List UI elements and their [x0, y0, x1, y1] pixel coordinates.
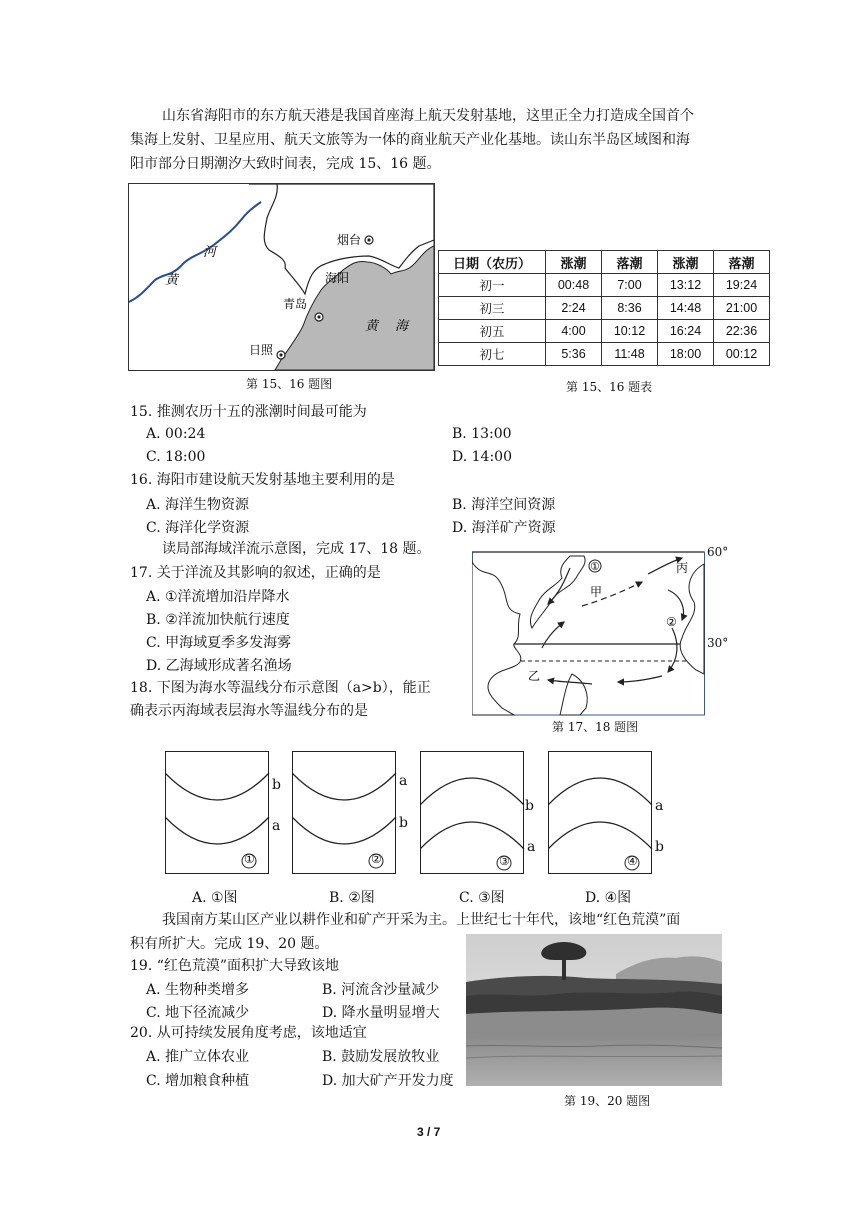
intro-19-20-line-1: 我国南方某山区产业以耕作业和矿产开采为主。上世纪七十年代，该地“红色荒漠”面 [162, 912, 681, 928]
table-cell: 19:24 [714, 274, 770, 297]
q19-option-d[interactable]: D. 降水量明显增大 [322, 1005, 440, 1021]
table-cell: 4:00 [546, 320, 602, 343]
map1-label-sea2: 海 [395, 319, 409, 334]
q18-stem-line-1: 18. 下图为海水等温线分布示意图（a>b），能正 [130, 680, 431, 696]
intro-17-18: 读局部海域洋流示意图，完成 17、18 题。 [162, 541, 431, 557]
table-cell: 22:36 [714, 320, 770, 343]
q16-stem: 16. 海阳市建设航天发射基地主要利用的是 [130, 472, 395, 488]
intro-19-20-line-2: 积有所扩大。完成 19、20 题。 [130, 936, 329, 952]
header-date: 日期（农历） [439, 251, 546, 274]
red-desert-photo [466, 934, 722, 1086]
q15-stem: 15. 推测农历十五的涨潮时间最可能为 [130, 404, 367, 420]
q19-option-b[interactable]: B. 河流含沙量减少 [322, 982, 440, 998]
q20-option-d[interactable]: D. 加大矿产开发力度 [322, 1073, 454, 1089]
table-cell: 8:36 [602, 297, 658, 320]
map1-label-haiyang: 海阳 [325, 271, 350, 285]
table-cell: 18:00 [658, 343, 714, 366]
table-cell: 16:24 [658, 320, 714, 343]
q15-option-a[interactable]: A. 00:24 [146, 426, 206, 442]
isotherm-diagram-4 [548, 751, 672, 877]
tide-table-header [439, 251, 770, 274]
table-cell: 14:48 [658, 297, 714, 320]
map2-caption: 第 17、18 题图 [552, 720, 639, 734]
isotherm-diagram-3 [420, 751, 544, 877]
iso4-bottom-label: b [655, 839, 664, 855]
map2-label-bing: 丙 [676, 561, 689, 575]
table-row [439, 297, 770, 320]
map1-label-rizhao: 日照 [249, 343, 274, 357]
q18-option-d[interactable]: D. ④图 [585, 890, 632, 906]
q16-option-b[interactable]: B. 海洋空间资源 [452, 497, 556, 513]
isotherm-diagram-1 [165, 751, 289, 877]
header-ebb-1: 落潮 [602, 251, 658, 274]
map1-label-he: 河 [203, 245, 217, 260]
q15-option-b[interactable]: B. 13:00 [452, 426, 512, 442]
table-row [439, 343, 770, 366]
intro-line-1: 山东省海阳市的东方航天港是我国首座海上航天发射基地，这里正全力打造成全国首个 [162, 108, 694, 124]
q17-option-a[interactable]: A. ①洋流增加沿岸降水 [146, 589, 290, 605]
table-row [439, 320, 770, 343]
iso1-number: ① [244, 852, 255, 866]
table-cell: 10:12 [602, 320, 658, 343]
map1-label-qingdao: 青岛 [283, 297, 308, 311]
q16-option-a[interactable]: A. 海洋生物资源 [146, 497, 250, 513]
q15-option-d[interactable]: D. 14:00 [452, 449, 512, 465]
table-cell: 11:48 [602, 343, 658, 366]
table-cell: 00:48 [546, 274, 602, 297]
map1-label-sea1: 黄 [365, 319, 379, 334]
intro-line-2: 集海上发射、卫星应用、航天文旅等为一体的商业航天产业化基地。读山东半岛区域图和海 [130, 132, 690, 148]
tide-table [438, 250, 770, 366]
map1-label-huang: 黄 [165, 273, 179, 288]
iso4-number: ④ [627, 854, 638, 868]
header-flood-1: 涨潮 [546, 251, 602, 274]
table-cell: 7:00 [602, 274, 658, 297]
photo-caption: 第 19、20 题图 [564, 1094, 651, 1108]
q18-option-c[interactable]: C. ③图 [459, 890, 505, 906]
table-cell: 21:00 [714, 297, 770, 320]
tide-table-caption: 第 15、16 题表 [566, 380, 653, 394]
table-cell: 00:12 [714, 343, 770, 366]
map2-label-yi: 乙 [528, 669, 541, 683]
table-cell: 初七 [439, 343, 546, 366]
iso3-top-label: b [525, 798, 534, 814]
q18-stem-line-2: 确表示丙海域表层海水等温线分布的是 [130, 703, 368, 719]
page-number: 3 / 7 [417, 1125, 441, 1139]
q18-option-a[interactable]: A. ①图 [192, 890, 238, 906]
map2-label-jia: 甲 [590, 585, 603, 599]
map2-lat-60: 60° [707, 545, 729, 559]
iso3-number: ③ [499, 854, 510, 868]
table-cell: 5:36 [546, 343, 602, 366]
q17-option-d[interactable]: D. 乙海域形成著名渔场 [146, 658, 292, 674]
q17-option-c[interactable]: C. 甲海域夏季多发海雾 [146, 635, 292, 651]
q20-stem: 20. 从可持续发展角度考虑，该地适宜 [130, 1025, 367, 1041]
q17-option-b[interactable]: B. ②洋流加快航行速度 [146, 612, 290, 628]
table-cell: 初五 [439, 320, 546, 343]
ocean-current-map [472, 548, 712, 716]
table-row [439, 274, 770, 297]
header-flood-2: 涨潮 [658, 251, 714, 274]
shandong-map [128, 183, 435, 371]
q19-option-a[interactable]: A. 生物种类增多 [146, 982, 250, 998]
q16-option-d[interactable]: D. 海洋矿产资源 [452, 520, 556, 536]
table-cell: 2:24 [546, 297, 602, 320]
iso1-bottom-label: a [272, 818, 281, 834]
isotherm-diagram-2 [292, 751, 416, 877]
map1-label-yantai: 烟台 [337, 233, 362, 247]
header-ebb-2: 落潮 [714, 251, 770, 274]
iso2-bottom-label: b [399, 815, 408, 831]
q19-stem: 19. “红色荒漠”面积扩大导致该地 [130, 958, 340, 974]
iso3-bottom-label: a [527, 839, 536, 855]
q19-option-c[interactable]: C. 地下径流减少 [146, 1005, 250, 1021]
q20-option-a[interactable]: A. 推广立体农业 [146, 1049, 250, 1065]
map2-label-c2: ② [666, 615, 677, 629]
q15-option-c[interactable]: C. 18:00 [146, 449, 206, 465]
iso2-top-label: a [399, 773, 408, 789]
map1-caption: 第 15、16 题图 [246, 377, 333, 391]
table-cell: 初三 [439, 297, 546, 320]
iso1-top-label: b [272, 777, 281, 793]
iso4-top-label: a [655, 798, 664, 814]
q17-stem: 17. 关于洋流及其影响的叙述，正确的是 [130, 565, 381, 581]
q20-option-b[interactable]: B. 鼓励发展放牧业 [322, 1049, 440, 1065]
map2-lat-30: 30° [707, 636, 729, 650]
iso2-number: ② [371, 852, 382, 866]
table-cell: 初一 [439, 274, 546, 297]
map2-label-c1: ① [590, 560, 600, 573]
q18-option-b[interactable]: B. ②图 [329, 890, 375, 906]
table-cell: 13:12 [658, 274, 714, 297]
q20-option-c[interactable]: C. 增加粮食种植 [146, 1073, 250, 1089]
q16-option-c[interactable]: C. 海洋化学资源 [146, 520, 250, 536]
intro-line-3: 阳市部分日期潮汐大致时间表，完成 15、16 题。 [130, 156, 441, 172]
